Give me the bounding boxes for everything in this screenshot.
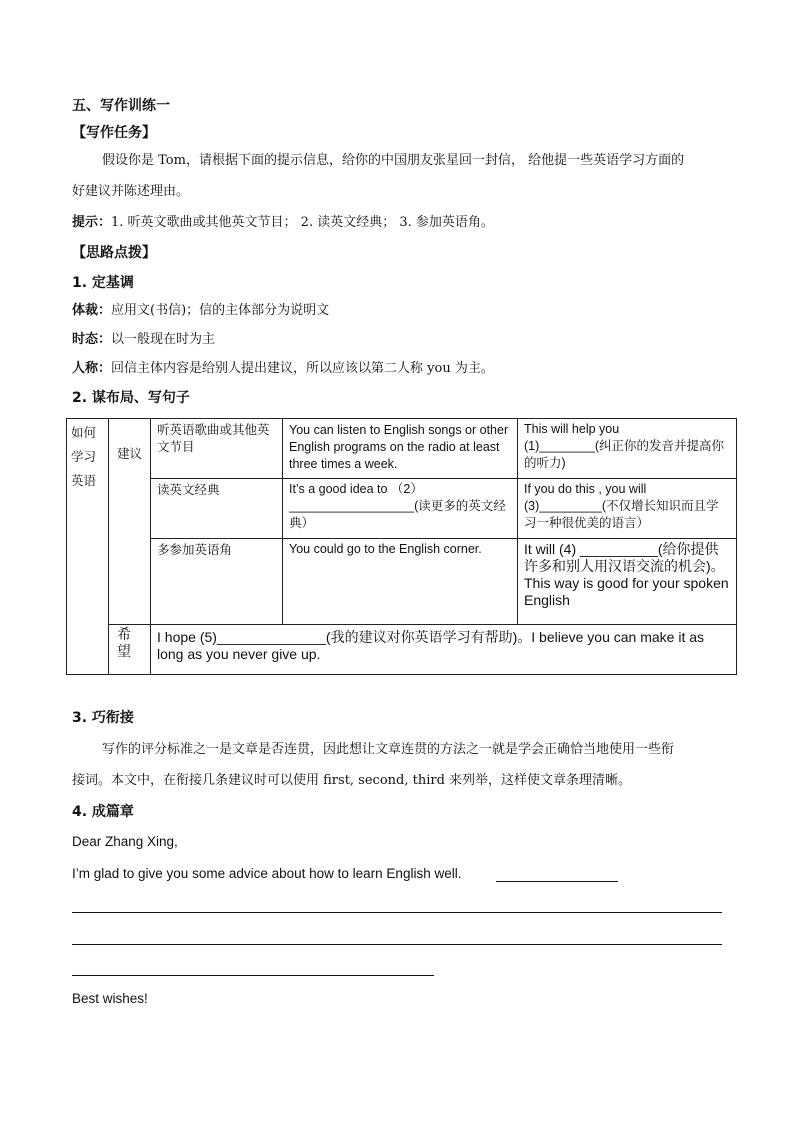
advice-cell-1: 听英语歌曲或其他英文节目 (151, 419, 283, 479)
topic-cell: 如何学习英语 (67, 419, 109, 675)
genre-line (72, 302, 329, 320)
tense-line (72, 331, 215, 349)
sentence-cell-1: You can listen to English songs or other English programs on the radio at least three times a week. (283, 419, 518, 479)
hint-label: 提示： (72, 215, 112, 230)
section-title: 五、写作训练一 (72, 98, 170, 114)
hint-text: 1. 听英文歌曲或其他英文节目； 2. 读英文经典； 3. 参加英语角。 (111, 215, 494, 230)
answer-line-3[interactable] (72, 944, 722, 945)
hint-line (72, 214, 494, 232)
answer-line-2[interactable] (72, 912, 722, 913)
step3-line1: 写作的评分标准之一是文章是否连贯，因此想让文章连贯的方法之一就是学会正确恰当地使用一些衔 (102, 742, 675, 757)
task-text-line1: 假设你是 Tom，请根据下面的提示信息，给你的中国朋友张星回一封信， 给他提一些英语学习方面的 (102, 153, 685, 168)
sentence-cell-3: You could go to the English corner. (283, 539, 518, 625)
reason-1b: (1)________(纠正你的发音并提高你的听力) (524, 439, 725, 470)
sentence-cell-2: It’s a good idea to （2）__________________(读更多的英文经典） (283, 479, 518, 539)
step1-title: 1. 定基调 (72, 275, 134, 291)
reason-cell-1 (518, 419, 737, 479)
reason-2b: (3)_________(不仅增长知识而且学习一种很优美的语言） (524, 499, 719, 530)
genre-label: 体裁： (72, 303, 112, 318)
answer-line-4[interactable] (72, 975, 434, 976)
reason-cell-3: It will (4) __________(给你提供许多和别人用汉语交流的机会)。This way is good for your spoken English (518, 539, 737, 625)
hope-label-cell: 希望 (109, 625, 151, 675)
task-heading: 【写作任务】 (72, 125, 156, 141)
person-text: 回信主体内容是给别人提出建议，所以应该以第二人称 you 为主。 (111, 361, 494, 376)
advice-label-cell: 建议 (109, 419, 151, 625)
person-line (72, 360, 494, 378)
step3-title: 3. 巧衔接 (72, 710, 134, 726)
step3-line2: 接词。本文中，在衔接几条建议时可以使用 first, second, third 来列举，这样使文章条理清晰。 (72, 773, 632, 788)
step4-title: 4. 成篇章 (72, 804, 134, 820)
answer-line-1[interactable] (496, 881, 618, 882)
advice-cell-3: 多参加英语角 (151, 539, 283, 625)
idea-heading: 【思路点拨】 (72, 245, 156, 261)
letter-salutation: Dear Zhang Xing, (72, 834, 178, 849)
reason-cell-2 (518, 479, 737, 539)
hope-text-cell: I hope (5)______________(我的建议对你英语学习有帮助)。I believe you can make it as long as you never give up. (151, 625, 737, 675)
reason-1a: This will help you (524, 422, 620, 436)
advice-cell-2: 读英文经典 (151, 479, 283, 539)
letter-first-line: I’m glad to give you some advice about how to learn English well. (72, 866, 462, 881)
genre-text: 应用文(书信)；信的主体部分为说明文 (111, 303, 330, 318)
step2-title: 2. 谋布局、写句子 (72, 390, 190, 406)
letter-closing: Best wishes! (72, 991, 148, 1006)
reason-2a: If you do this , you will (524, 482, 647, 496)
person-label: 人称： (72, 361, 112, 376)
tense-text: 以一般现在时为主 (111, 332, 216, 347)
task-text-line2: 好建议并陈述理由。 (72, 184, 190, 199)
planning-table (66, 418, 737, 675)
tense-label: 时态： (72, 332, 112, 347)
